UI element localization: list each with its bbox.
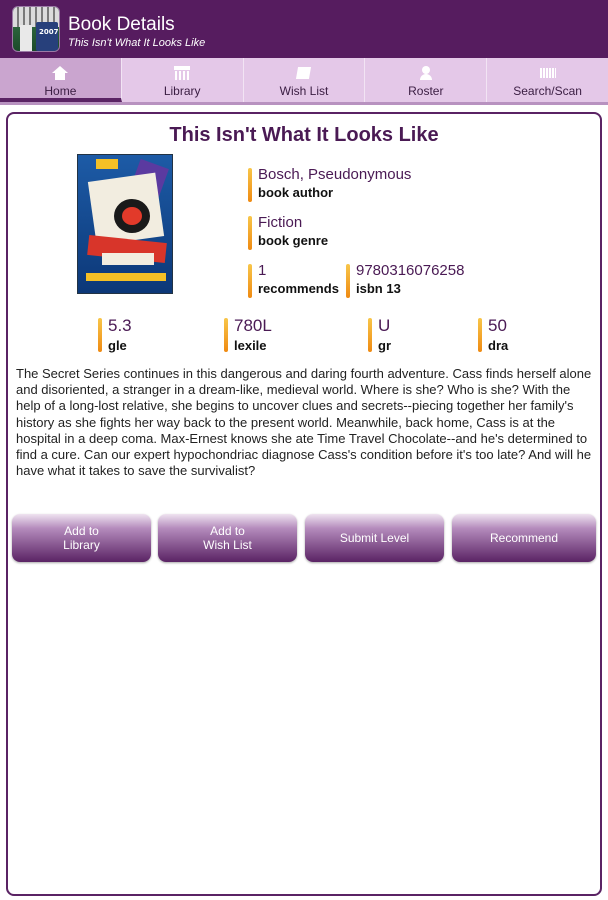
app-icon-text: 2007	[39, 28, 59, 36]
button-label-line: Add to	[64, 524, 99, 538]
isbn-field	[346, 262, 464, 296]
tab-label: Roster	[408, 84, 444, 98]
level-label: gle	[108, 338, 127, 353]
home-icon	[52, 66, 68, 80]
tab-library[interactable]	[122, 58, 244, 102]
tab-label: Library	[163, 84, 201, 98]
app-header	[0, 0, 608, 58]
level-label: dra	[488, 338, 509, 353]
author-field	[248, 166, 411, 200]
tab-label: Home	[44, 84, 77, 98]
book-details-card	[6, 112, 602, 896]
level-label: gr	[378, 338, 391, 353]
book-description: The Secret Series continues in this dangerous and daring fourth adventure. Cass finds herself alone and disoriented, a stranger in a dream-like, medieval world. Where is she? Who is she? With the help of a long-lost relative, she begins to uncover clues and secrets--piecing together her family's history as she fights her way back to the present world. Meanwhile, back home, Cass is at the hospital in a deep coma. Max-Ernest knows she ate Time Travel Chocolate--and he's determined to find a cure. Can our expert hypochondriac diagnose Cass's condition before it's too late? And will he have what it takes to save the survivalist?	[16, 366, 592, 479]
level-value: 5.3	[108, 316, 132, 335]
tab-label: Wish List	[279, 84, 329, 98]
book-title: This Isn't What It Looks Like	[169, 124, 439, 146]
level-value: 50	[488, 316, 507, 335]
tab-home[interactable]	[0, 58, 122, 102]
author-label: book author	[258, 185, 334, 200]
button-label-line: Library	[63, 538, 100, 552]
level-lexile	[224, 316, 272, 353]
level-label: lexile	[234, 338, 267, 353]
recommends-field	[248, 262, 339, 296]
button-label-line: Wish List	[203, 538, 252, 552]
submit-level-button[interactable]	[305, 514, 444, 562]
tab-search-scan[interactable]	[487, 58, 608, 102]
recommends-value: 1	[258, 262, 267, 279]
add-to-wish-list-button[interactable]	[158, 514, 297, 562]
barcode-scan-icon	[540, 66, 556, 80]
roster-icon	[418, 66, 434, 80]
level-gle	[98, 316, 132, 353]
level-dra	[478, 316, 508, 353]
tab-label: Search/Scan	[513, 84, 582, 98]
isbn-value: 9780316076258	[356, 262, 465, 279]
level-value: U	[378, 316, 391, 335]
button-label: Submit Level	[339, 531, 410, 545]
add-to-library-button[interactable]	[12, 514, 151, 562]
wish-list-icon	[296, 66, 312, 80]
genre-value: Fiction	[258, 214, 303, 231]
isbn-label: isbn 13	[356, 281, 401, 296]
button-label-line: Add to	[210, 524, 245, 538]
page-title: Book Details	[68, 14, 175, 35]
book-cover-image	[77, 154, 173, 294]
author-value[interactable]: Bosch, Pseudonymous	[258, 166, 412, 183]
library-icon	[174, 66, 190, 80]
action-bar	[12, 514, 598, 562]
level-value: 780L	[234, 316, 272, 335]
page-subtitle: This Isn't What It Looks Like	[68, 37, 206, 49]
tab-bar	[0, 58, 608, 105]
tab-wish-list[interactable]	[244, 58, 366, 102]
recommends-label: recommends	[258, 281, 339, 296]
app-logo-icon[interactable]	[12, 6, 60, 52]
genre-label: book genre	[258, 233, 329, 248]
tab-roster[interactable]	[365, 58, 487, 102]
recommend-button[interactable]	[452, 514, 596, 562]
genre-field	[248, 214, 328, 248]
button-label: Recommend	[489, 531, 559, 545]
level-gr	[368, 316, 391, 353]
